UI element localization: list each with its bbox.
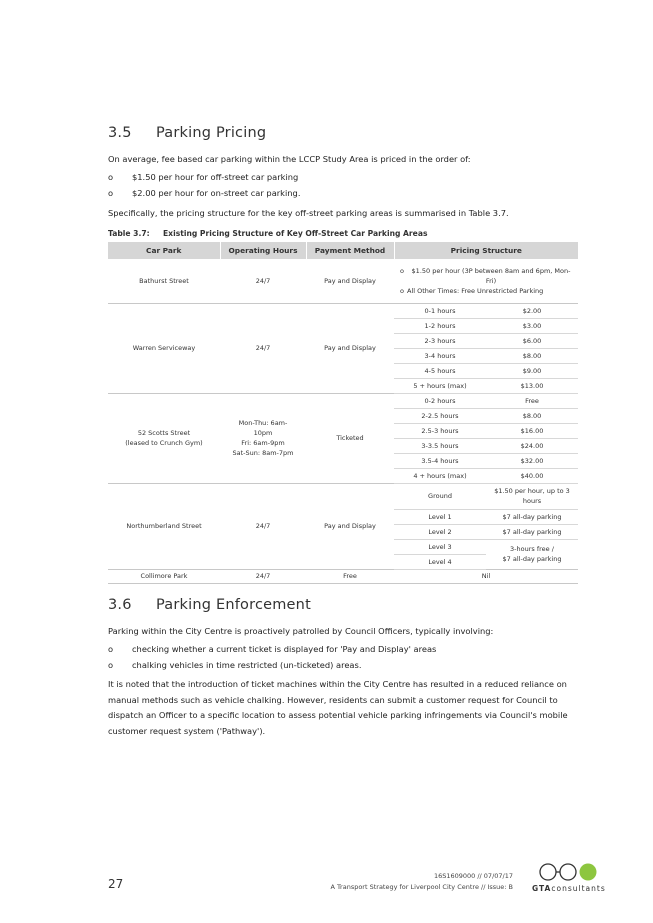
level-name: Level 3 [394,539,486,554]
table-row [108,303,578,318]
section-heading-pricing [108,125,266,141]
level-price: 3-hours free / $7 all-day parking [486,539,578,569]
enforcement-intro: Parking within the City Centre is proactively patrolled by Council Officers, typically involving: [108,626,494,636]
rate-price: Free [486,393,578,408]
rate-duration: 0-2 hours [394,393,486,408]
table-row [108,259,578,303]
bullet-icon: o [108,172,114,182]
list-item: o $1.50 per hour for off-street car parking [108,170,300,186]
pricing-structure: o $1.50 per hour (3P between 8am and 6pm, Mon-Fri) o All Other Times: Free Unrestricted Parking [394,259,578,303]
bullet-icon: o [400,286,404,295]
car-park-name: Bathurst Street [108,259,220,303]
logo-wordmark: GTAconsultants [532,884,606,893]
rate-duration: 2-2.5 hours [394,408,486,423]
rate-price: $32.00 [486,453,578,468]
rate-price: $3.00 [486,318,578,333]
operating-hours: 24/7 [220,483,306,569]
list-item: o checking whether a current ticket is displayed for 'Pay and Display' areas [108,642,436,658]
rate-price: $2.00 [486,303,578,318]
rate-duration: 2.5-3 hours [394,423,486,438]
car-park-name: 52 Scotts Street (leased to Crunch Gym) [108,393,220,483]
bullet-icon: o [108,644,114,654]
table-caption: Table 3.7: Existing Pricing Structure of Key Off-Street Car Parking Areas [108,229,428,238]
section-title: Parking Pricing [156,125,267,141]
pricing-closing: Specifically, the pricing structure for the key off-street parking areas is summarised in Table 3.7. [108,208,509,218]
rate-price: $24.00 [486,438,578,453]
payment-method: Free [306,569,394,583]
section-title: Parking Enforcement [156,597,311,613]
rate-duration: 4 + hours (max) [394,468,486,483]
rate-duration: 0-1 hours [394,303,486,318]
bullet-icon: o [108,187,114,198]
rate-price: $9.00 [486,363,578,378]
rate-duration: 5 + hours (max) [394,378,486,393]
pricing-bullet-list [108,170,300,201]
rate-price: $8.00 [486,348,578,363]
rate-duration: 4-5 hours [394,363,486,378]
section-number: 3.6 [108,597,132,613]
level-price: $7 all-day parking [486,524,578,539]
payment-method: Pay and Display [306,483,394,569]
level-price: $1.50 per hour, up to 3 hours [486,483,578,509]
bullet-icon: o [108,659,114,670]
rate-price: $8.00 [486,408,578,423]
payment-method: Pay and Display [306,259,394,303]
rate-duration: 2-3 hours [394,333,486,348]
operating-hours: 24/7 [220,259,306,303]
page-number: 27 [108,877,124,891]
pricing-table [108,242,578,584]
bullet-icon: o [400,266,404,275]
car-park-name: Warren Serviceway [108,303,220,393]
table-row [108,393,578,408]
document-reference: 16S1609000 // 07/07/17 A Transport Strategy for Liverpool City Centre // Issue: B [330,872,513,891]
payment-method: Pay and Display [306,303,394,393]
rate-duration: 3-4 hours [394,348,486,363]
rate-duration: 1-2 hours [394,318,486,333]
header-car-park: Car Park [108,242,220,259]
rate-price: $16.00 [486,423,578,438]
rate-duration: 3.5-4 hours [394,453,486,468]
level-name: Level 4 [394,554,486,569]
pricing-structure: Nil [394,569,578,583]
operating-hours: Mon-Thu: 6am- 10pm Fri: 6am-9pm Sat-Sun: 8am-7pm [220,393,306,483]
header-payment-method: Payment Method [306,242,394,259]
rate-price: $6.00 [486,333,578,348]
rate-duration: 3-3.5 hours [394,438,486,453]
level-name: Ground [394,483,486,509]
header-pricing-structure: Pricing Structure [394,242,578,259]
operating-hours: 24/7 [220,303,306,393]
section-number: 3.5 [108,125,132,141]
payment-method: Ticketed [306,393,394,483]
section-heading-enforcement [108,597,311,613]
enforcement-closing: It is noted that the introduction of ticket machines within the City Centre has resulted in a reduced reliance on manual methods such as vehicle chalking. However, residents can submit a customer request for Council to dispatch an Officer to a specific location to assess potential vehicle parking infringements via Council's mobile customer request system ('Pathway'). [108,679,568,736]
level-price: $7 all-day parking [486,509,578,524]
car-park-name: Collimore Park [108,569,220,583]
rate-price: $13.00 [486,378,578,393]
table-header-row [108,242,578,259]
header-operating-hours: Operating Hours [220,242,306,259]
enforcement-bullet-list [108,642,436,673]
operating-hours: 24/7 [220,569,306,583]
rate-price: $40.00 [486,468,578,483]
table-row [108,483,578,509]
list-item: o $2.00 per hour for on-street car parking. [108,186,300,202]
level-name: Level 2 [394,524,486,539]
list-item: o chalking vehicles in time restricted (un-ticketed) areas. [108,658,436,674]
table-row [108,569,578,583]
pricing-intro: On average, fee based car parking within the LCCP Study Area is priced in the order of: [108,154,471,164]
car-park-name: Northumberland Street [108,483,220,569]
level-name: Level 1 [394,509,486,524]
